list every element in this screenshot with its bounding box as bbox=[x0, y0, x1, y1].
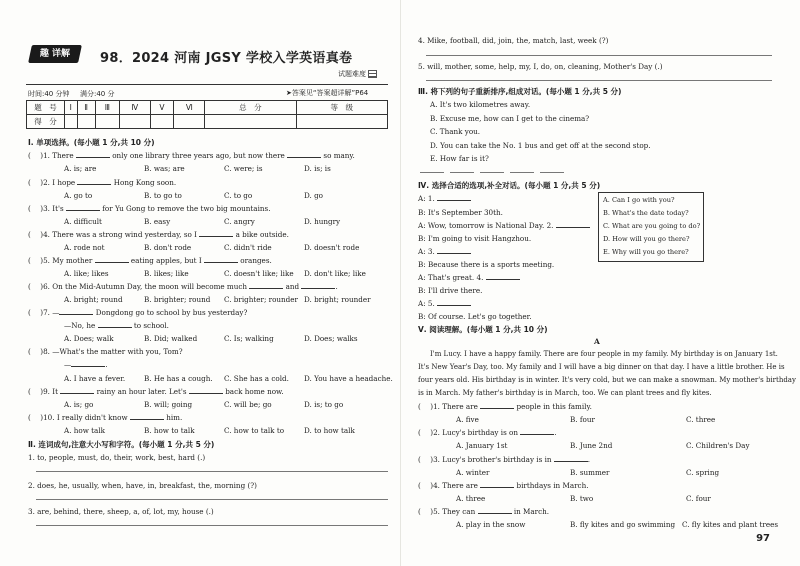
options-box bbox=[598, 192, 704, 262]
exam-title: 98．2024 河南 JGSY 学校入学英语真卷 bbox=[100, 51, 353, 66]
option: A. Can I go with you? bbox=[603, 196, 675, 204]
option[interactable]: B. easy bbox=[144, 217, 171, 226]
section-2-title: Ⅱ. 连词成句,注意大小写和字符。(每小题 1 分,共 5 分) bbox=[28, 440, 215, 449]
section-5-title: Ⅴ. 阅读理解。(每小题 1 分,共 10 分) bbox=[418, 325, 548, 334]
dialogue-line: A: 5. bbox=[418, 299, 471, 308]
dialogue-sentence: C. Thank you. bbox=[430, 127, 481, 136]
option[interactable]: A. winter bbox=[456, 468, 490, 477]
header-rule bbox=[26, 84, 388, 85]
reading-question-1: ( )1. There are people in this family. bbox=[418, 402, 592, 411]
option[interactable]: D. go bbox=[304, 191, 324, 200]
time-label: 时间:40 分钟 bbox=[28, 90, 70, 98]
option[interactable]: C. four bbox=[686, 494, 711, 503]
option[interactable]: C. will be; go bbox=[224, 400, 272, 409]
option[interactable]: A. is; are bbox=[64, 164, 97, 173]
option[interactable]: B. will; going bbox=[144, 400, 193, 409]
option[interactable]: C. how to talk to bbox=[224, 426, 285, 435]
dialogue-line: B: I'm going to visit Hangzhou. bbox=[418, 234, 532, 243]
option[interactable]: D. bright; rounder bbox=[304, 295, 371, 304]
full-score-label: 满分:40 分 bbox=[80, 90, 115, 98]
order-blank[interactable] bbox=[480, 172, 504, 173]
option[interactable]: C. She has a cold. bbox=[224, 374, 289, 383]
dialogue-line: B: I'll drive there. bbox=[418, 286, 483, 295]
option[interactable]: B. brighter; round bbox=[144, 295, 211, 304]
option: D. How will you go there? bbox=[603, 235, 690, 243]
option[interactable]: B. how to talk bbox=[144, 426, 195, 435]
option[interactable]: B. four bbox=[570, 415, 595, 424]
option[interactable]: A. bright; round bbox=[64, 295, 123, 304]
reading-question-4: ( )4. There are birthdays in March. bbox=[418, 481, 589, 490]
question-1: ( )1. There only one library three years ago, but now there so many. bbox=[28, 151, 355, 160]
score-table-row: 得 分 bbox=[27, 115, 388, 129]
option[interactable]: D. is; to go bbox=[304, 400, 344, 409]
passage-line: four years old. His birthday is in winter. It's very cold, but we can make a snowman. My mother's birthday bbox=[418, 376, 796, 384]
question-7-line2: —No, he to school. bbox=[64, 321, 169, 330]
question-7: ( )7. — Dongdong go to school by bus yesterday? bbox=[28, 308, 248, 317]
arrow-icon: ➤ bbox=[286, 89, 292, 97]
dialogue-sentence: E. How far is it? bbox=[430, 154, 489, 163]
question-10: ( )10. I really didn't know him. bbox=[28, 413, 183, 422]
option[interactable]: B. fly kites and go swimming bbox=[570, 520, 676, 529]
dialogue-line: B: It's September 30th. bbox=[418, 208, 503, 217]
question-6: ( )6. On the Mid-Autumn Day, the moon will become much and . bbox=[28, 282, 338, 291]
answer-line[interactable] bbox=[426, 80, 772, 81]
option[interactable]: A. how talk bbox=[64, 426, 105, 435]
option[interactable]: D. hungry bbox=[304, 217, 341, 226]
difficulty-icon bbox=[368, 70, 377, 78]
order-blank[interactable] bbox=[450, 172, 474, 173]
order-blank[interactable] bbox=[420, 172, 444, 173]
option: E. Why will you go there? bbox=[603, 248, 689, 256]
option[interactable]: B. don't rode bbox=[144, 243, 192, 252]
option[interactable]: B. He has a cough. bbox=[144, 374, 213, 383]
option[interactable]: C. fly kites and plant trees bbox=[682, 520, 779, 529]
dialogue-line: B: Because there is a sports meeting. bbox=[418, 260, 555, 269]
dialogue-sentence: B. Excuse me, how can I get to the cinema? bbox=[430, 114, 590, 123]
answer-line[interactable] bbox=[36, 499, 388, 500]
sentence-item: 5. will, mother, some, help, my, I, do, on, cleaning, Mother's Day (.) bbox=[418, 62, 663, 71]
option[interactable]: C. Children's Day bbox=[686, 441, 750, 450]
option[interactable]: C. spring bbox=[686, 468, 720, 477]
dialogue-line: A: Wow, tomorrow is National Day. 2. bbox=[418, 221, 590, 230]
reading-question-3: ( )3. Lucy's brother's birthday is in . bbox=[418, 455, 591, 464]
option[interactable]: A. I have a fever. bbox=[64, 374, 126, 383]
option: B. What's the date today? bbox=[603, 209, 689, 217]
option[interactable]: A. rode not bbox=[64, 243, 105, 252]
dialogue-line: B: Of course. Let's go together. bbox=[418, 312, 532, 321]
option[interactable]: D. You have a headache. bbox=[304, 374, 393, 383]
sentence-item: 1. to, people, must, do, their, work, best, hard (.) bbox=[28, 453, 206, 462]
option[interactable]: C. were; is bbox=[224, 164, 263, 173]
option[interactable]: A. Does; walk bbox=[64, 334, 114, 343]
difficulty-label: 试题难度 bbox=[338, 69, 377, 79]
question-3: ( )3. It's for Yu Gong to remove the two big mountains. bbox=[28, 204, 271, 213]
option[interactable]: A. is; go bbox=[64, 400, 94, 409]
dialogue-line: A: That's great. 4. bbox=[418, 273, 520, 282]
page-number: 97 bbox=[756, 533, 770, 544]
passage-label: A bbox=[594, 337, 600, 346]
answer-line[interactable] bbox=[426, 55, 772, 56]
score-table bbox=[26, 100, 388, 129]
section-3-title: Ⅲ. 将下列的句子重新排序,组成对话。(每小题 1 分,共 5 分) bbox=[418, 87, 622, 96]
answer-reference: ➤答案见“答案超详解”P64 bbox=[286, 89, 369, 97]
answer-line[interactable] bbox=[36, 471, 388, 472]
score-table-row: 题 号 Ⅰ Ⅱ Ⅲ Ⅳ Ⅴ Ⅵ 总 分 等 级 bbox=[27, 101, 388, 115]
question-9: ( )9. It rainy an hour later. Let's back home now. bbox=[28, 387, 284, 396]
option[interactable]: B. Did; walked bbox=[144, 334, 198, 343]
question-2: ( )2. I hope Hong Kong soon. bbox=[28, 178, 177, 187]
dialogue-line: A: 3. bbox=[418, 247, 471, 256]
sentence-item: 4. Mike, football, did, join, the, match, last, week (?) bbox=[418, 36, 609, 45]
option[interactable]: C. doesn't like; like bbox=[224, 269, 294, 278]
dialogue-sentence: A. It's two kilometres away. bbox=[430, 100, 531, 109]
passage-line: I'm Lucy. I have a happy family. There are four people in my family. My birthday is on January 1st. bbox=[430, 350, 778, 358]
option[interactable]: C. brighter; rounder bbox=[224, 295, 298, 304]
option[interactable]: A. three bbox=[456, 494, 486, 503]
option[interactable]: C. to go bbox=[224, 191, 253, 200]
passage-line: It's New Year's Day, too. My family and I will have a big dinner on that day. I have a little brother. He is bbox=[418, 363, 785, 371]
option[interactable]: A. January 1st bbox=[456, 441, 508, 450]
option[interactable]: C. didn't ride bbox=[224, 243, 272, 252]
reading-question-2: ( )2. Lucy's birthday is on . bbox=[418, 428, 557, 437]
sentence-item: 3. are, behind, there, sheep, a, of, lot, my, house (.) bbox=[28, 507, 214, 516]
answer-line[interactable] bbox=[36, 525, 388, 526]
dialogue-line: A: 1. bbox=[418, 194, 471, 203]
option[interactable]: B. two bbox=[570, 494, 594, 503]
reading-question-5: ( )5. They can in March. bbox=[418, 507, 550, 516]
option[interactable]: C. three bbox=[686, 415, 716, 424]
option[interactable]: B. to go to bbox=[144, 191, 182, 200]
question-8-line2: — . bbox=[64, 360, 108, 369]
passage-line: is in March. My father's birthday is in March, too. We can plant trees and fly kites. bbox=[418, 389, 712, 397]
option[interactable]: A. play in the snow bbox=[456, 520, 526, 529]
order-blank[interactable] bbox=[510, 172, 534, 173]
question-4: ( )4. There was a strong wind yesterday, so I a bike outside. bbox=[28, 230, 289, 239]
option[interactable]: C. angry bbox=[224, 217, 255, 226]
brand-logo: 趣 详解 bbox=[28, 45, 82, 63]
section-4-title: Ⅳ. 选择合适的选项,补全对话。(每小题 1 分,共 5 分) bbox=[418, 181, 601, 190]
option[interactable]: A. go to bbox=[64, 191, 93, 200]
column-divider bbox=[400, 0, 401, 566]
option[interactable]: D. to how talk bbox=[304, 426, 355, 435]
option[interactable]: D. is; is bbox=[304, 164, 331, 173]
option[interactable]: A. like; likes bbox=[64, 269, 109, 278]
option[interactable]: C. Is; walking bbox=[224, 334, 274, 343]
sentence-item: 2. does, he, usually, when, have, in, breakfast, the, morning (?) bbox=[28, 481, 257, 490]
option[interactable]: B. summer bbox=[570, 468, 610, 477]
question-5: ( )5. My mother eating apples, but I oranges. bbox=[28, 256, 272, 265]
option: C. What are you going to do? bbox=[603, 222, 701, 230]
option[interactable]: A. five bbox=[456, 415, 479, 424]
option[interactable]: D. Does; walks bbox=[304, 334, 358, 343]
option[interactable]: D. doesn't rode bbox=[304, 243, 360, 252]
section-1-title: Ⅰ. 单项选择。(每小题 1 分,共 10 分) bbox=[28, 138, 155, 147]
dialogue-sentence: D. You can take the No. 1 bus and get off at the second stop. bbox=[430, 141, 651, 150]
option[interactable]: B. June 2nd bbox=[570, 441, 613, 450]
option[interactable]: B. likes; like bbox=[144, 269, 189, 278]
option[interactable]: D. don't like; like bbox=[304, 269, 366, 278]
order-blank[interactable] bbox=[540, 172, 564, 173]
question-8: ( )8. —What's the matter with you, Tom? bbox=[28, 347, 183, 356]
option[interactable]: A. difficult bbox=[64, 217, 102, 226]
option[interactable]: B. was; are bbox=[144, 164, 185, 173]
